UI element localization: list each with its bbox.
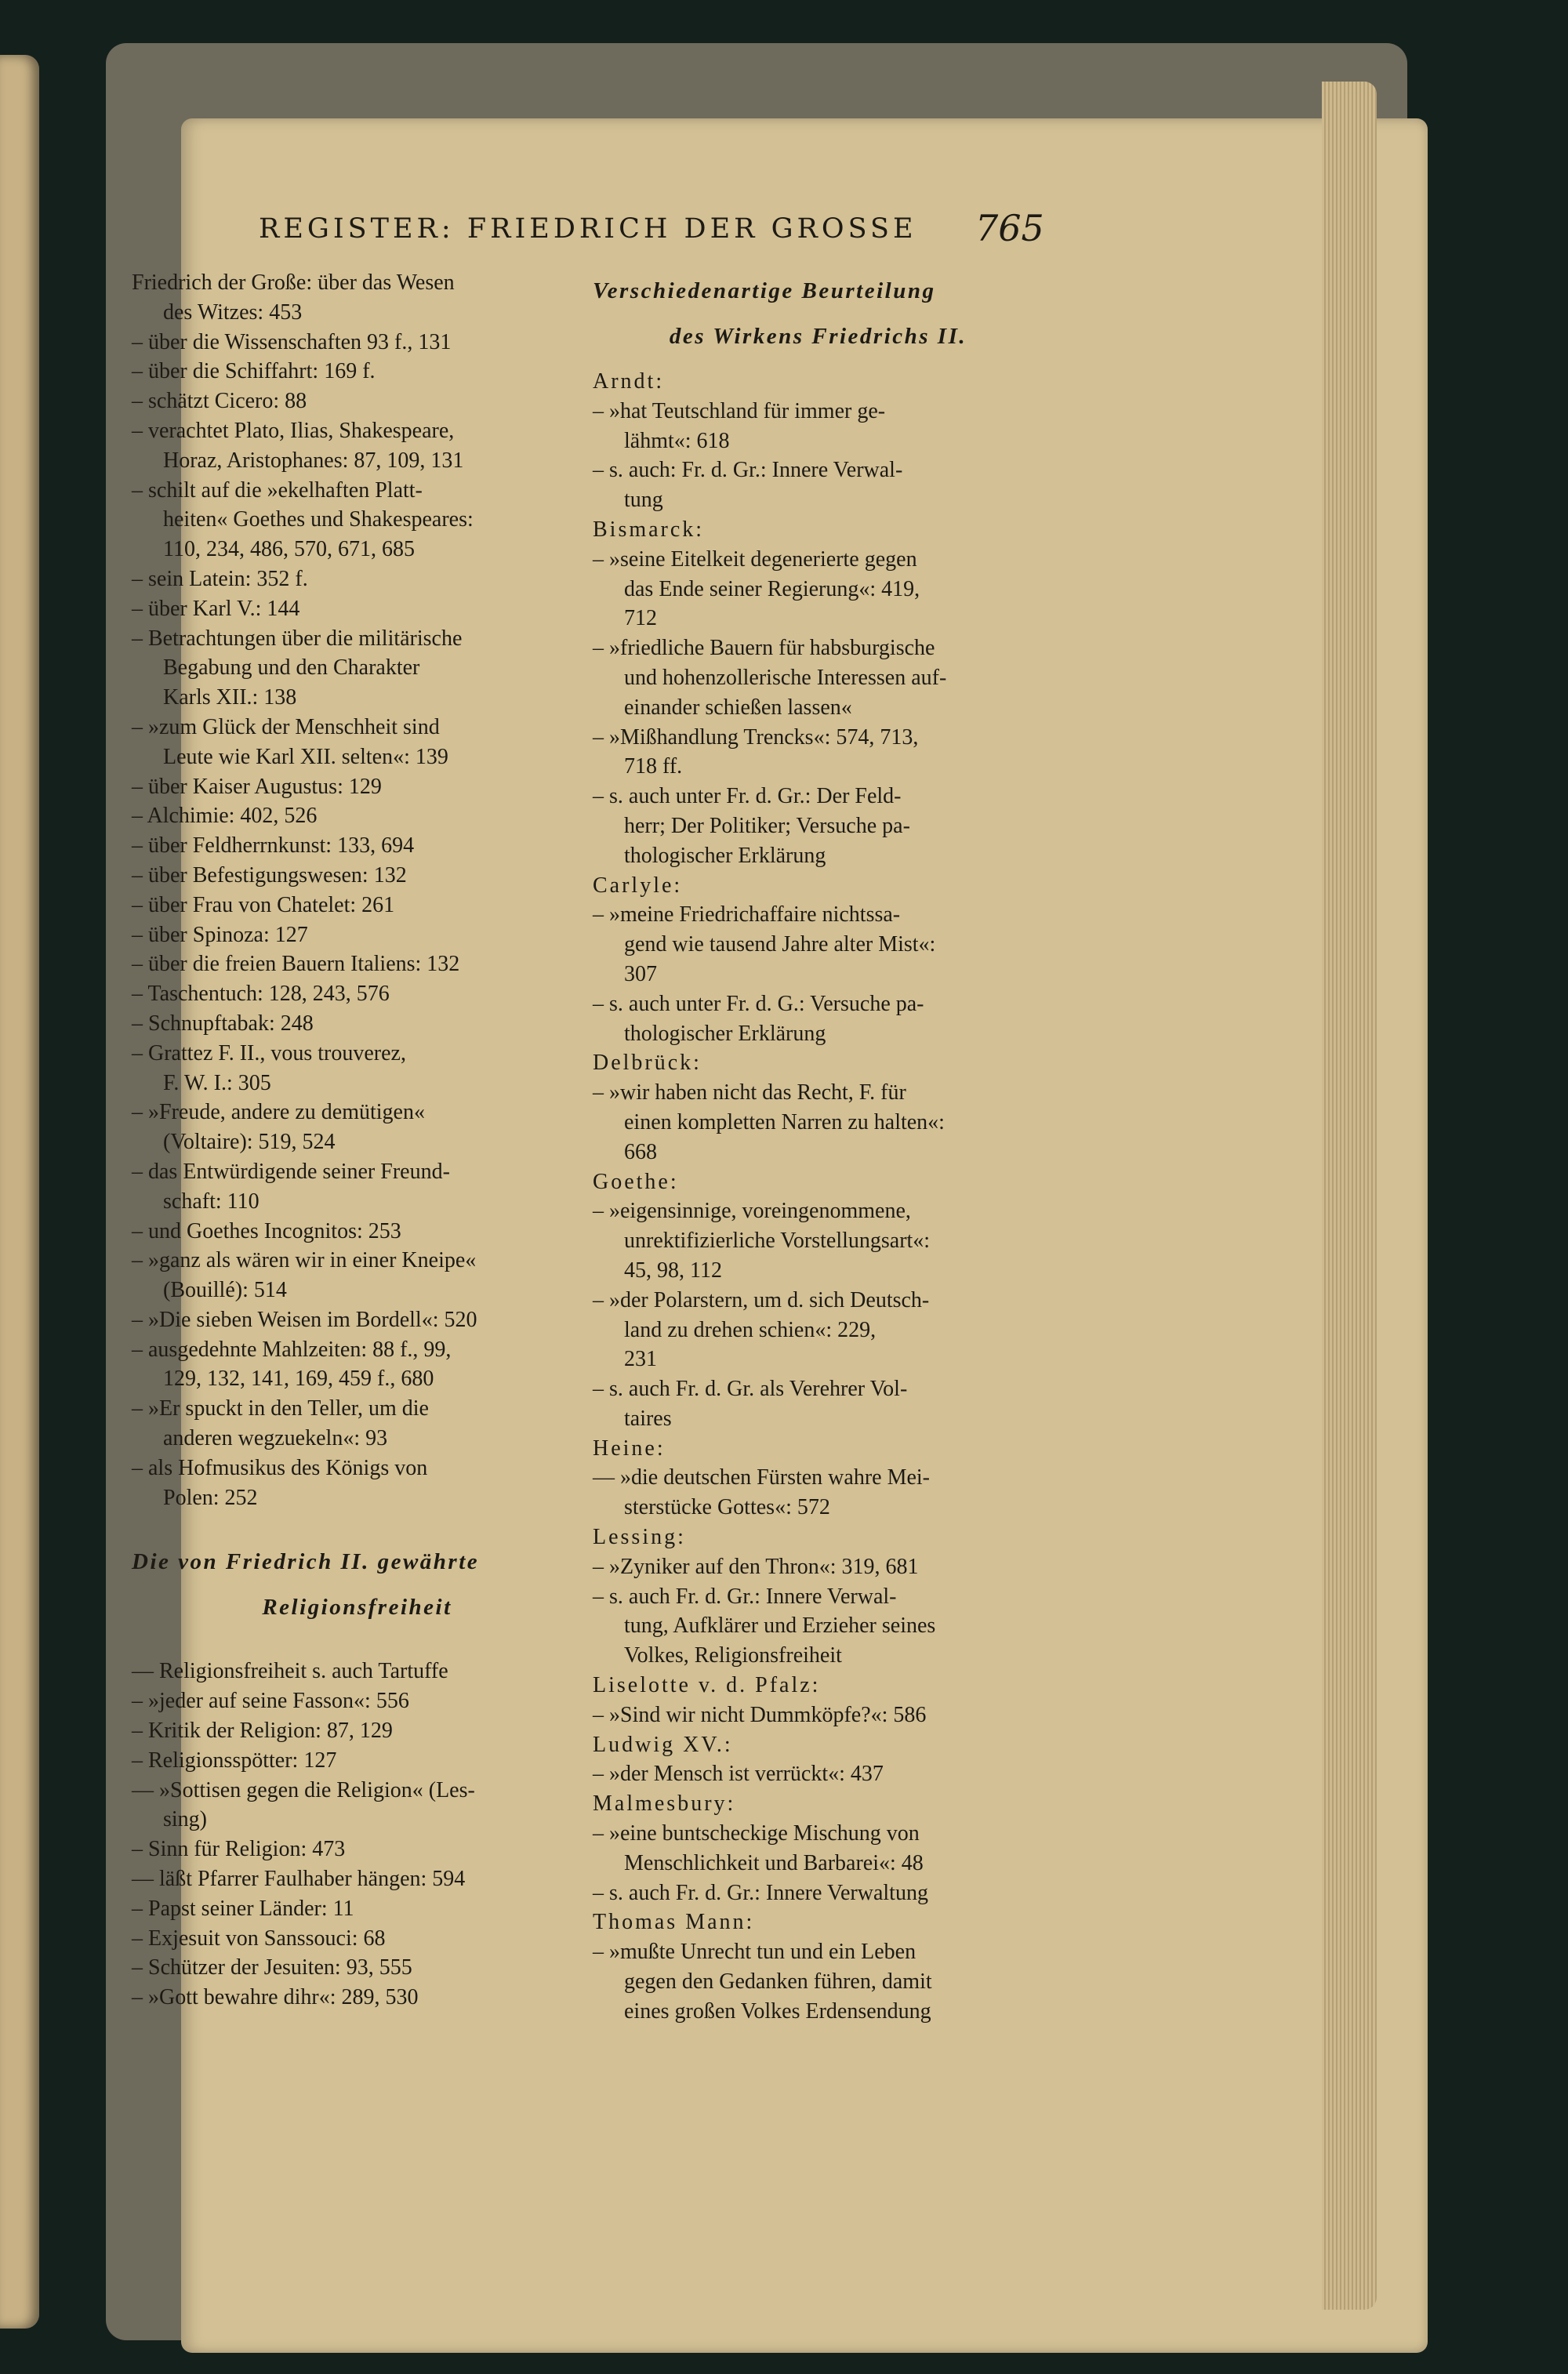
index-line: – Schnupftabak: 248 <box>132 1011 314 1036</box>
index-line: 307 <box>624 961 657 986</box>
index-heading: Heine: <box>593 1436 666 1461</box>
index-heading: Bismarck: <box>593 517 705 542</box>
index-line: – über Karl V.: 144 <box>132 596 300 621</box>
index-line: – »der Polarstern, um d. sich Deutsch- <box>593 1287 930 1312</box>
index-line: – »eigensinnige, voreingenommene, <box>593 1199 911 1224</box>
index-line: – »hat Teutschland für immer ge- <box>593 398 886 423</box>
index-line: – »zum Glück der Menschheit sind <box>132 714 440 739</box>
index-line: land zu drehen schien«: 229, <box>624 1317 877 1342</box>
index-line: 668 <box>624 1139 657 1164</box>
index-line: – ausgedehnte Mahlzeiten: 88 f., 99, <box>132 1337 452 1362</box>
index-line: 712 <box>624 606 657 631</box>
index-line: Volkes, Religionsfreiheit <box>624 1643 842 1668</box>
index-heading: Goethe: <box>593 1169 679 1194</box>
index-line: anderen wegzuekeln«: 93 <box>163 1426 388 1451</box>
index-line: 45, 98, 112 <box>624 1258 722 1283</box>
index-line: – »wir haben nicht das Recht, F. für <box>593 1080 906 1105</box>
index-line: – »Mißhandlung Trencks«: 574, 713, <box>593 724 919 750</box>
index-line: – »mußte Unrecht tun und ein Leben <box>593 1940 916 1965</box>
index-heading: Malmesbury: <box>593 1791 736 1817</box>
index-line: – Papst seiner Länder: 11 <box>132 1896 354 1921</box>
index-line: taires <box>624 1406 672 1431</box>
index-line: – Betrachtungen über die militärische <box>132 626 463 651</box>
index-line: lähmt«: 618 <box>624 428 730 453</box>
index-line: – das Entwürdigende seiner Freund- <box>132 1159 450 1184</box>
index-line: – s. auch: Fr. d. Gr.: Innere Verwal- <box>593 458 903 483</box>
index-line: sing) <box>163 1807 207 1832</box>
index-line: – über Feldherrnkunst: 133, 694 <box>132 833 415 858</box>
index-line: Polen: 252 <box>163 1485 258 1510</box>
index-line: – »ganz als wären wir in einer Kneipe« <box>132 1248 477 1273</box>
index-line: und hohenzollerische Interessen auf- <box>624 665 947 690</box>
index-line: einander schießen lassen« <box>624 695 852 720</box>
index-line: – Kritik der Religion: 87, 129 <box>132 1719 393 1744</box>
index-line: – »friedliche Bauern für habsburgische <box>593 636 935 661</box>
index-line: das Ende seiner Regierung«: 419, <box>624 576 920 601</box>
index-column-right <box>593 268 1044 2027</box>
index-line: – s. auch unter Fr. d. Gr.: Der Feld- <box>593 784 902 809</box>
index-line: gend wie tausend Jahre alter Mist«: <box>624 932 936 957</box>
index-heading: Arndt: <box>593 369 665 394</box>
index-line: — »Sottisen gegen die Religion« (Les- <box>132 1777 475 1802</box>
index-line: – schilt auf die »ekelhaften Platt- <box>132 477 423 503</box>
page-number: 765 <box>975 207 1044 249</box>
index-line: – Exjesuit von Sanssouci: 68 <box>132 1926 386 1951</box>
index-line: heiten« Goethes und Shakespeares: <box>163 507 474 532</box>
index-line: einen kompletten Narren zu halten«: <box>624 1109 945 1134</box>
index-heading: Delbrück: <box>593 1051 702 1076</box>
index-line: 110, 234, 486, 570, 671, 685 <box>163 537 415 562</box>
index-column-left <box>132 268 583 2013</box>
index-line: – s. auch unter Fr. d. G.: Versuche pa- <box>593 991 924 1016</box>
index-line: – »der Mensch ist verrückt«: 437 <box>593 1762 884 1787</box>
index-line: 231 <box>624 1347 657 1372</box>
index-line: – über Frau von Chatelet: 261 <box>132 892 395 917</box>
index-line: – und Goethes Incognitos: 253 <box>132 1218 401 1243</box>
index-line: sterstücke Gottes«: 572 <box>624 1495 830 1520</box>
index-line: – »Zyniker auf den Thron«: 319, 681 <box>593 1554 919 1579</box>
index-heading: Ludwig XV.: <box>593 1732 733 1757</box>
index-line: — läßt Pfarrer Faulhaber hängen: 594 <box>132 1867 466 1892</box>
index-heading: Carlyle: <box>593 873 683 898</box>
index-line: 129, 132, 141, 169, 459 f., 680 <box>163 1367 434 1392</box>
index-line: – s. auch Fr. d. Gr.: Innere Verwal- <box>593 1584 897 1609</box>
section-title-religion: Die von Friedrich II. gewährte <box>132 1549 480 1575</box>
index-line: – über die Schiffahrt: 169 f. <box>132 359 376 384</box>
section-title-judgement-sub: des Wirkens Friedrichs II. <box>669 324 967 349</box>
index-line: 718 ff. <box>624 754 683 779</box>
index-line: – über die freien Bauern Italiens: 132 <box>132 952 460 977</box>
index-line: – als Hofmusikus des Königs von <box>132 1455 428 1480</box>
index-line: unrektifizierliche Vorstellungsart«: <box>624 1229 931 1254</box>
index-line: (Bouillé): 514 <box>163 1278 287 1303</box>
index-line: – Taschentuch: 128, 243, 576 <box>132 982 390 1007</box>
index-line: – »Er spuckt in den Teller, um die <box>132 1396 429 1421</box>
index-line: – s. auch Fr. d. Gr.: Innere Verwaltung <box>593 1880 928 1905</box>
index-line: – »Sind wir nicht Dummköpfe?«: 586 <box>593 1702 927 1727</box>
index-line: gegen den Gedanken führen, damit <box>624 1969 932 1995</box>
index-line: – »Freude, andere zu demütigen« <box>132 1100 425 1125</box>
index-line: schaft: 110 <box>163 1189 260 1214</box>
index-line: – Grattez F. II., vous trouverez, <box>132 1040 406 1065</box>
index-line: F. W. I.: 305 <box>163 1070 271 1095</box>
index-line: — Religionsfreiheit s. auch Tartuffe <box>132 1659 448 1684</box>
index-heading: Thomas Mann: <box>593 1910 755 1935</box>
index-line: thologischer Erklärung <box>624 843 826 868</box>
index-line: – Alchimie: 402, 526 <box>132 804 318 829</box>
index-line: — »die deutschen Fürsten wahre Mei- <box>593 1465 930 1490</box>
index-line: – Schützer der Jesuiten: 93, 555 <box>132 1955 412 1980</box>
running-head: REGISTER: FRIEDRICH DER GROSSE <box>259 213 917 245</box>
index-heading: Liselotte v. d. Pfalz: <box>593 1673 821 1698</box>
index-line: – »meine Friedrichaffaire nichtssa- <box>593 902 901 927</box>
index-line: – »seine Eitelkeit degenerierte gegen <box>593 546 917 572</box>
section-title-religion-sub: Religionsfreiheit <box>262 1595 452 1621</box>
index-line: Horaz, Aristophanes: 87, 109, 131 <box>163 448 464 473</box>
section-title-judgement: Verschiedenartige Beurteilung <box>593 278 936 303</box>
index-line: (Voltaire): 519, 524 <box>163 1130 336 1155</box>
index-line: – verachtet Plato, Ilias, Shakespeare, <box>132 418 455 443</box>
left-page-edge <box>0 55 39 2329</box>
index-line: – »eine buntscheckige Mischung von <box>593 1821 920 1846</box>
index-line: tung, Aufklärer und Erzieher seines <box>624 1614 936 1639</box>
index-line: des Witzes: 453 <box>163 299 303 325</box>
index-line: – »Gott bewahre dihr«: 289, 530 <box>132 1985 419 2010</box>
index-line: – Sinn für Religion: 473 <box>132 1837 346 1862</box>
page-stack-edge <box>1322 82 1377 2310</box>
index-line: eines großen Volkes Erdensendung <box>624 1998 931 2024</box>
index-line: – über Spinoza: 127 <box>132 922 308 947</box>
index-line: Begabung und den Charakter <box>163 655 420 681</box>
index-line: – über Befestigungswesen: 132 <box>132 862 407 888</box>
index-line: Leute wie Karl XII. selten«: 139 <box>163 744 448 769</box>
index-line: thologischer Erklärung <box>624 1021 826 1046</box>
index-line: herr; Der Politiker; Versuche pa- <box>624 813 910 838</box>
index-heading: Lessing: <box>593 1525 686 1550</box>
index-line: – sein Latein: 352 f. <box>132 566 308 591</box>
index-line: – schätzt Cicero: 88 <box>132 389 307 414</box>
index-line: – »jeder auf seine Fasson«: 556 <box>132 1689 409 1714</box>
index-line: tung <box>624 488 663 513</box>
index-line: Friedrich der Große: über das Wesen <box>132 270 455 295</box>
index-line: – s. auch Fr. d. Gr. als Verehrer Vol- <box>593 1377 908 1402</box>
index-line: – über Kaiser Augustus: 129 <box>132 774 382 799</box>
index-line: – Religionsspötter: 127 <box>132 1748 337 1773</box>
index-line: Menschlichkeit und Barbarei«: 48 <box>624 1850 924 1875</box>
index-line: – über die Wissenschaften 93 f., 131 <box>132 329 452 354</box>
index-line: Karls XII.: 138 <box>163 685 297 710</box>
index-line: – »Die sieben Weisen im Bordell«: 520 <box>132 1307 477 1332</box>
